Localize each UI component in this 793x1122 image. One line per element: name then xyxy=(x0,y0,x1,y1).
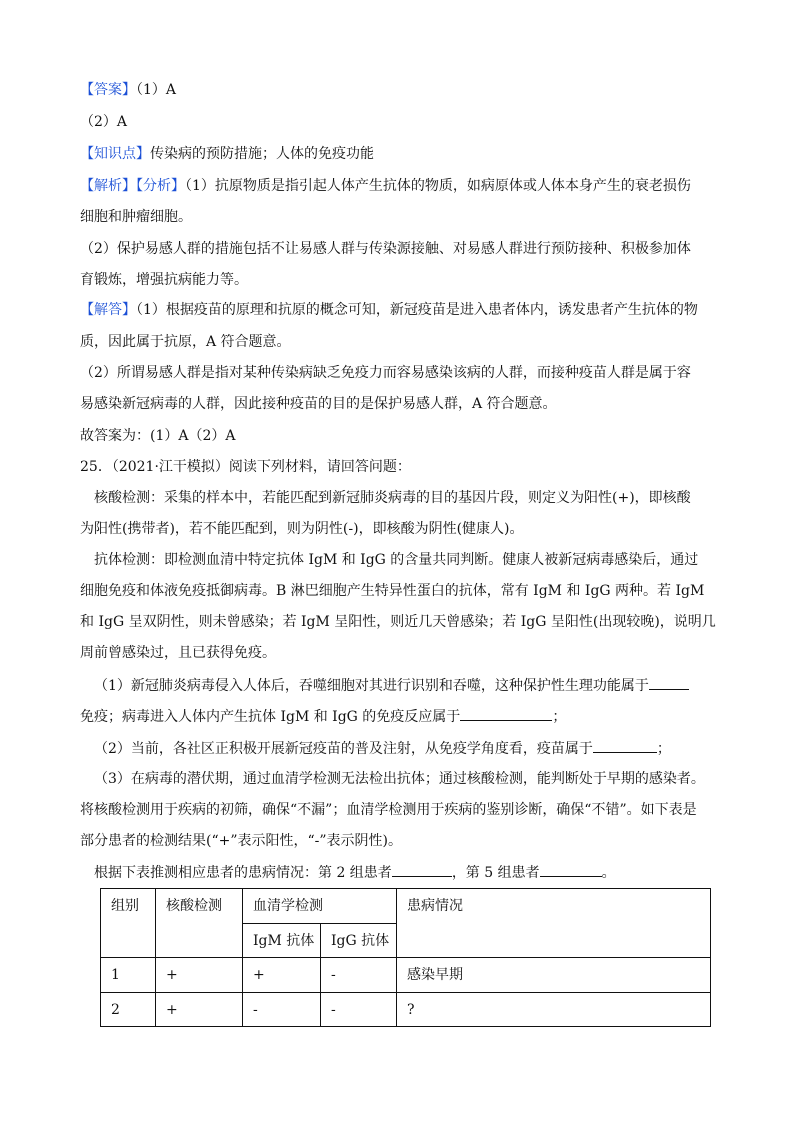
table-row xyxy=(101,958,711,993)
solution-line-4: 易感染新冠病毒的人群，因此接种疫苗的目的是保护易感人群，A 符合题意。 xyxy=(80,396,557,412)
header-group: 组别 xyxy=(101,889,156,958)
q1-line-2 xyxy=(80,706,566,727)
answer-part1: （1）A xyxy=(136,82,177,98)
cell-igg: - xyxy=(321,958,397,993)
q3-line-4 xyxy=(94,862,616,883)
q3-blank-group2[interactable] xyxy=(392,862,452,877)
solution-line-3: （2）所谓易感人群是指对某种传染病缺乏免疫力而容易感染该病的人群，而接种疫苗人群是属于容 xyxy=(80,365,691,381)
analysis-line-1 xyxy=(80,176,691,196)
solution-line-1 xyxy=(80,300,698,320)
q3-text-4a: 根据下表推测相应患者的患病情况：第 2 组患者 xyxy=(94,865,392,881)
table-row xyxy=(101,993,711,1027)
q1-text-2b: ； xyxy=(552,709,567,725)
knowledge-line xyxy=(80,144,374,164)
p2-line-4: 周前曾感染过，且已获得免疫。 xyxy=(80,645,276,661)
analysis-text-1: （1）抗原物质是指引起人体产生抗体的物质，如病原体或人体本身产生的衰老损伤 xyxy=(185,178,691,194)
q2-text-a: （2）当前，各社区正积极开展新冠疫苗的普及注射，从免疫学角度看，疫苗属于 xyxy=(94,741,593,757)
header-nucleic: 核酸检测 xyxy=(156,889,243,958)
q3-line-1: （3）在病毒的潜伏期，通过血清学检测无法检出抗体；通过核酸检测，能判断处于早期的感染者。 xyxy=(94,771,705,787)
question-header: 25．（2021·江干模拟）阅读下列材料，请回答问题： xyxy=(80,459,411,475)
q3-text-4b: ，第 5 组患者 xyxy=(451,865,540,881)
cell-nucleic: + xyxy=(156,993,243,1027)
p2-line-2: 细胞免疫和体液免疫抵御病毒。B 淋巴细胞产生特异性蛋白的抗体，常有 IgM 和 IgG 两种。若 IgM xyxy=(80,583,705,599)
answer-part2: （2）A xyxy=(80,114,128,130)
header-igm: IgM 抗体 xyxy=(243,924,321,958)
p1-line-2: 为阳性(携带者)，若不能匹配到，则为阴性(-)，即核酸为阴性(健康人)。 xyxy=(80,521,524,537)
cell-status: 感染早期 xyxy=(397,958,711,993)
analysis-line-3: （2）保护易感人群的措施包括不让易感人群与传染源接触、对易感人群进行预防接种、积极参加体 xyxy=(80,241,691,257)
solution-line-2: 质，因此属于抗原，A 符合题意。 xyxy=(80,334,291,350)
knowledge-text: 传染病的预防措施；人体的免疫功能 xyxy=(150,146,374,162)
solution-text-1: （1）根据疫苗的原理和抗原的概念可知，新冠疫苗是进入患者体内，诱发患者产生抗体的物 xyxy=(136,302,698,318)
answer-label: 【答案】 xyxy=(80,82,136,98)
knowledge-label: 【知识点】 xyxy=(80,146,150,162)
cell-nucleic: + xyxy=(156,958,243,993)
header-igg: IgG 抗体 xyxy=(321,924,397,958)
header-status: 患病情况 xyxy=(397,889,711,958)
cell-igm: + xyxy=(243,958,321,993)
p2-line-3: 和 IgG 呈双阴性，则未曾感染；若 IgM 呈阳性，则近几天曾感染；若 IgG 呈阳性(出现较晚)，说明几 xyxy=(80,614,716,630)
analysis-line-2: 细胞和肿瘤细胞。 xyxy=(80,209,192,225)
analysis-fenxi-label: 【分析】 xyxy=(136,178,185,194)
q1-blank-1[interactable] xyxy=(649,675,689,690)
cell-igm: - xyxy=(243,993,321,1027)
analysis-label: 【解析】 xyxy=(80,178,136,194)
results-table xyxy=(100,888,711,1027)
q2-blank[interactable] xyxy=(593,738,657,753)
solution-label: 【解答】 xyxy=(80,302,136,318)
cell-status: ? xyxy=(397,993,711,1027)
q2-text-b: ； xyxy=(656,741,671,757)
q3-line-2: 将核酸检测用于疾病的初筛，确保“不漏”；血清学检测用于疾病的鉴别诊断，确保“不错”。如下表是 xyxy=(80,802,697,818)
q1-text-1: （1）新冠肺炎病毒侵入人体后，吞噬细胞对其进行识别和吞噬，这种保护性生理功能属于 xyxy=(94,678,649,694)
p1-line-1: 核酸检测：采集的样本中，若能匹配到新冠肺炎病毒的目的基因片段，则定义为阳性(+)，即核酸 xyxy=(94,490,691,506)
q2-line xyxy=(94,738,671,759)
p2-line-1: 抗体检测：即检测血清中特定抗体 IgM 和 IgG 的含量共同判断。健康人被新冠病毒感染后，通过 xyxy=(94,552,699,568)
q1-text-2a: 免疫；病毒进入人体内产生抗体 IgM 和 IgG 的免疫反应属于 xyxy=(80,709,461,725)
analysis-line-4: 育锻炼，增强抗病能力等。 xyxy=(80,272,248,288)
q3-line-3: 部分患者的检测结果(“+”表示阳性，“-”表示阴性)。 xyxy=(80,833,403,849)
q1-line-1 xyxy=(94,675,689,696)
cell-group: 1 xyxy=(101,958,156,993)
cell-igg: - xyxy=(321,993,397,1027)
final-answer: 故答案为：(1）A（2）A xyxy=(80,428,236,444)
cell-group: 2 xyxy=(101,993,156,1027)
table-header-row xyxy=(101,889,711,924)
q3-text-4c: 。 xyxy=(601,865,616,881)
q3-blank-group5[interactable] xyxy=(540,862,602,877)
answer-line xyxy=(80,80,176,100)
q1-blank-2[interactable] xyxy=(460,706,552,721)
header-serology: 血清学检测 xyxy=(243,889,397,924)
